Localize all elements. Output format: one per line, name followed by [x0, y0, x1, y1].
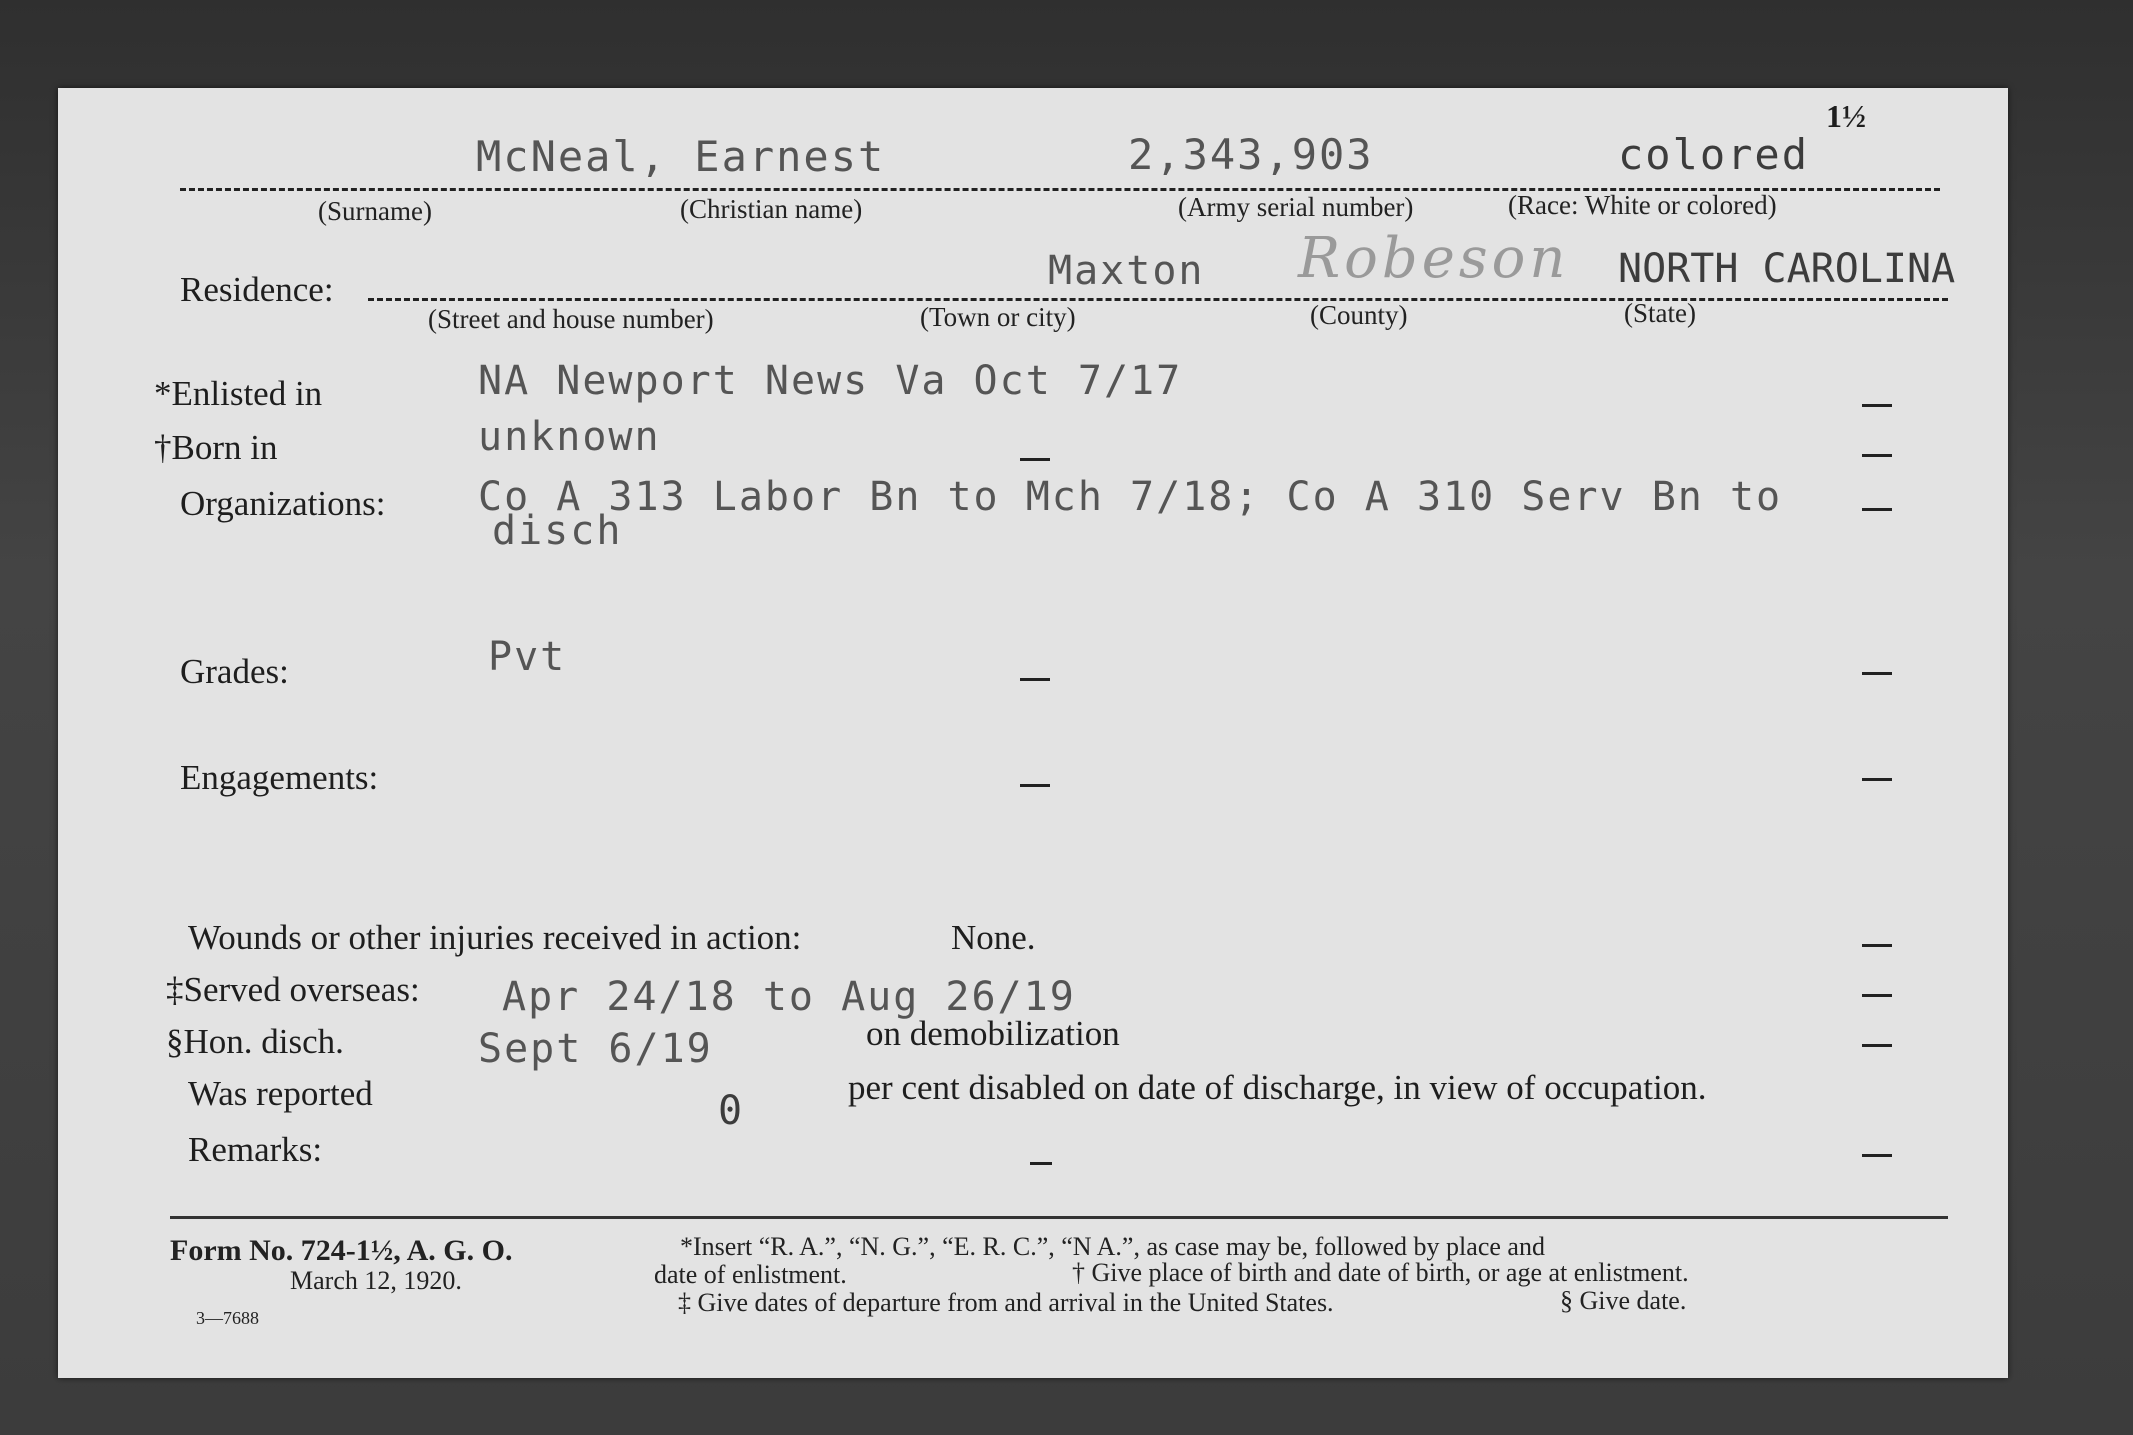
- footer-rule: [170, 1216, 1948, 1219]
- overseas-tick: [1862, 994, 1892, 997]
- residence-county-value: Robeson: [1298, 226, 1570, 291]
- caption-street: (Street and house number): [428, 304, 714, 334]
- footnote-overseas: ‡ Give dates of departure from and arrival in the United States.: [678, 1288, 1334, 1317]
- footnote-birth: † Give place of birth and date of birth, or age at enlistment.: [1072, 1258, 1689, 1287]
- born-value: unknown: [478, 414, 661, 460]
- residence-town-value: Maxton: [1048, 248, 1205, 294]
- wounds-label: Wounds or other injuries received in action:: [188, 918, 802, 957]
- engagements-mid-tick: [1020, 784, 1050, 787]
- discharge-label: §Hon. disch.: [166, 1022, 344, 1061]
- organizations-tick: [1862, 508, 1892, 511]
- reported-label: Was reported: [188, 1074, 373, 1113]
- footnote-enlistment-cont: date of enlistment.: [654, 1260, 847, 1289]
- born-mid-tick: [1020, 458, 1050, 461]
- remarks-tick: [1862, 1154, 1892, 1157]
- wounds-tick: [1862, 944, 1892, 947]
- organizations-value-line1: Co A 313 Labor Bn to Mch 7/18; Co A 310 Serv Bn to: [478, 474, 1783, 520]
- overseas-label: ‡Served overseas:: [166, 970, 420, 1009]
- reported-note: per cent disabled on date of discharge, in view of occupation.: [848, 1068, 1707, 1107]
- footnote-enlistment: *Insert “R. A.”, “N. G.”, “E. R. C.”, “N A.”, as case may be, followed by place and: [680, 1232, 1545, 1261]
- grades-value: Pvt: [488, 634, 567, 680]
- form-number: Form No. 724-1½, A. G. O.: [170, 1234, 513, 1267]
- enlisted-label: *Enlisted in: [154, 374, 323, 413]
- residence-label: Residence:: [180, 270, 334, 309]
- engagements-label: Engagements:: [180, 758, 379, 797]
- remarks-mid-tick: [1030, 1162, 1052, 1165]
- overseas-value: Apr 24/18 to Aug 26/19: [502, 974, 1076, 1020]
- caption-christian-name: (Christian name): [680, 194, 863, 224]
- caption-state: (State): [1624, 298, 1696, 328]
- organizations-value-line2: disch: [492, 508, 623, 554]
- grades-tick: [1862, 672, 1892, 675]
- enlisted-tick: [1862, 404, 1892, 407]
- caption-race: (Race: White or colored): [1508, 190, 1777, 220]
- discharge-value: Sept 6/19: [478, 1026, 713, 1072]
- residence-state-value: NORTH CAROLINA: [1618, 246, 1956, 292]
- discharge-note: on demobilization: [866, 1014, 1120, 1053]
- born-label: †Born in: [154, 428, 278, 467]
- grades-label: Grades:: [180, 652, 289, 691]
- surname-christian-value: McNeal, Earnest: [476, 132, 886, 181]
- service-record-card: [58, 88, 2008, 1378]
- born-tick: [1862, 454, 1892, 457]
- caption-town: (Town or city): [920, 302, 1076, 332]
- reported-value: 0: [718, 1088, 745, 1134]
- print-code: 3—7688: [196, 1308, 259, 1328]
- caption-surname: (Surname): [318, 196, 432, 226]
- residence-dashed-line: [368, 298, 1948, 301]
- race-value: colored: [1618, 130, 1810, 179]
- footnote-discharge: § Give date.: [1560, 1286, 1687, 1315]
- serial-number-value: 2,343,903: [1128, 130, 1374, 179]
- engagements-tick: [1862, 778, 1892, 781]
- enlisted-value: NA Newport News Va Oct 7/17: [478, 358, 1183, 404]
- discharge-tick: [1862, 1044, 1892, 1047]
- caption-serial-number: (Army serial number): [1178, 192, 1414, 222]
- caption-county: (County): [1310, 300, 1408, 330]
- remarks-label: Remarks:: [188, 1130, 323, 1169]
- form-date: March 12, 1920.: [290, 1266, 462, 1295]
- grades-mid-tick: [1020, 678, 1050, 681]
- corner-mark: 1½: [1826, 98, 1866, 134]
- wounds-value: None.: [951, 918, 1036, 957]
- organizations-label: Organizations:: [180, 484, 386, 523]
